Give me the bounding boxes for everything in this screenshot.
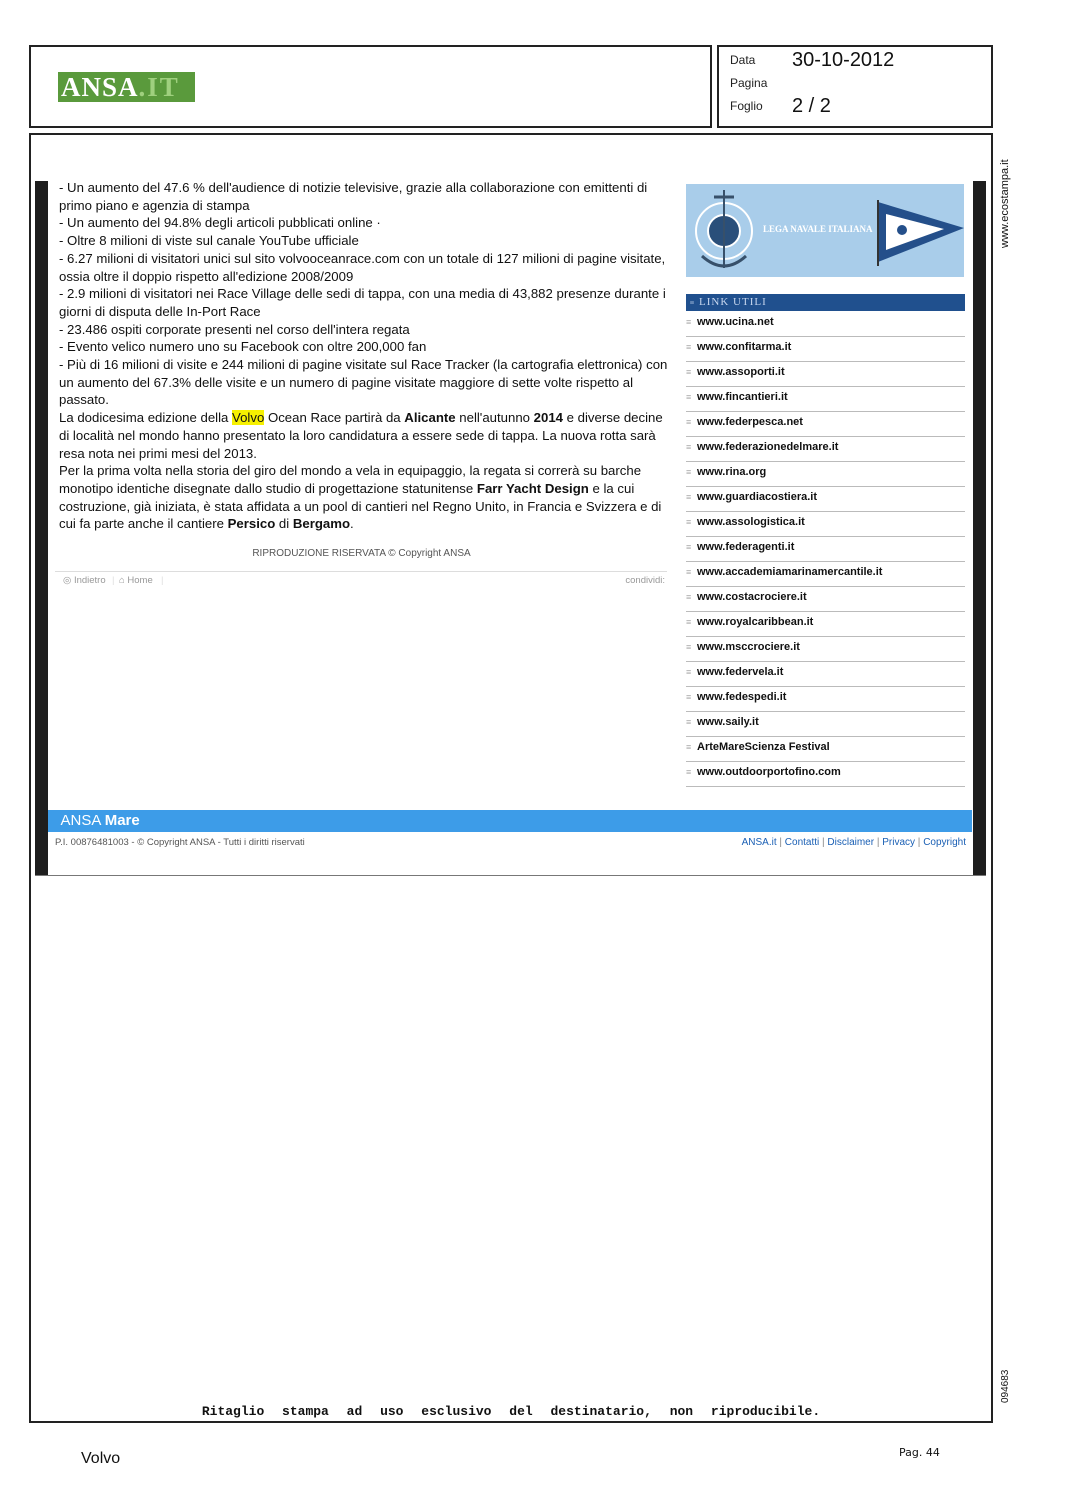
stat-line: - Oltre 8 milioni di viste sul canale YouTube ufficiale bbox=[59, 233, 359, 249]
useful-link[interactable]: ≡ www.rina.org bbox=[686, 463, 965, 487]
useful-link[interactable]: ≡ www.federagenti.it bbox=[686, 538, 965, 562]
ansa-mare-band bbox=[48, 810, 972, 832]
bullet-icon: ≡ bbox=[686, 367, 692, 377]
svg-text:www.ecostampa.it: www.ecostampa.it bbox=[999, 159, 1011, 248]
useful-link[interactable]: ≡ www.assologistica.it bbox=[686, 513, 965, 537]
stat-line: - 6.27 milioni di visitatori unici sul sito volvooceanrace.com con un totale di 127 milioni di pagine visitate, ossia oltre il doppio rispetto all'edizione 2008/2009 bbox=[59, 250, 666, 284]
stat-line: - Più di 16 milioni di visite e 244 milioni di pagine visitate sul Race Tracker (la cartografia elettronica) con un aumento del 67.3% delle visite e un numero di pagine visitate maggiore di sette volte rispetto al passato. bbox=[59, 357, 668, 408]
home-icon: ⌂ bbox=[119, 575, 125, 586]
useful-link[interactable]: ≡ www.guardiacostiera.it bbox=[686, 488, 965, 512]
date-label: Data bbox=[730, 53, 756, 67]
useful-link[interactable]: ≡ www.federvela.it bbox=[686, 663, 965, 687]
back-link[interactable]: ◎ Indietro bbox=[63, 575, 106, 586]
useful-link[interactable]: ≡ www.fincantieri.it bbox=[686, 388, 965, 412]
bullet-icon: ≡ bbox=[686, 767, 692, 777]
bullet-icon: ≡ bbox=[686, 442, 692, 452]
nav-divider: | bbox=[161, 575, 164, 586]
bullet-icon: ≡ bbox=[686, 517, 692, 527]
bullet-icon: ≡ bbox=[686, 467, 692, 477]
useful-link[interactable]: ≡ www.federazionedelmare.it bbox=[686, 438, 965, 462]
left-dark-border bbox=[35, 181, 48, 875]
bullet-icon: ≡ bbox=[686, 692, 692, 702]
highlighted-keyword: Volvo bbox=[232, 410, 265, 426]
copyright-notice: RIPRODUZIONE RISERVATA © Copyright ANSA bbox=[252, 548, 471, 559]
lega-navale-label: LEGA NAVALE ITALIANA bbox=[763, 224, 873, 234]
footer-link-privacy[interactable]: Privacy bbox=[882, 837, 916, 848]
footer-link-contatti[interactable]: Contatti bbox=[784, 837, 820, 848]
useful-link[interactable]: ≡ www.assoporti.it bbox=[686, 363, 965, 387]
useful-link[interactable]: ≡ www.fedespedi.it bbox=[686, 688, 965, 712]
bullet-icon: ≡ bbox=[686, 492, 692, 502]
footer-link-copyright[interactable]: Copyright bbox=[923, 837, 966, 848]
bullet-icon: ≡ bbox=[686, 567, 692, 577]
useful-link[interactable]: ≡ www.saily.it bbox=[686, 713, 965, 737]
useful-link[interactable]: ≡ www.confitarma.it bbox=[686, 338, 965, 362]
list-icon: ≡ bbox=[689, 298, 696, 307]
back-icon: ◎ bbox=[63, 575, 72, 586]
logo-suffix: .IT bbox=[138, 72, 180, 102]
clipping-code-vertical bbox=[990, 1365, 1016, 1405]
home-link[interactable]: ⌂ Home bbox=[119, 575, 153, 586]
useful-link[interactable]: ≡ ArteMareScienza Festival bbox=[686, 738, 965, 762]
band-brand-a: ANSA bbox=[60, 812, 101, 829]
clipping-note: Ritaglio stampa ad uso esclusivo del destinatario, non riproducibile. bbox=[201, 1404, 821, 1419]
useful-link[interactable]: ≡ www.costacrociere.it bbox=[686, 588, 965, 612]
useful-link[interactable]: ≡ www.federpesca.net bbox=[686, 413, 965, 437]
link-utili-header: ≡ LINK UTILI bbox=[686, 294, 965, 311]
article-nav-bar bbox=[55, 571, 667, 589]
date-value: 30-10-2012 bbox=[792, 49, 895, 71]
right-dark-border bbox=[973, 181, 986, 875]
footer-link-disclaimer[interactable]: Disclaimer bbox=[827, 837, 875, 848]
paragraph-farr: Per la prima volta nella storia del giro del mondo a vela in equipaggio, la regata si correrà su barche monotipo identiche disegnate dallo studio di progettazione statunitense Farr Yacht Design e la cui costruzione, già iniziata, è stata affidata a un pool di cantieri nel Regno Unito, in Francia e Svizzera e di cui fa parte anche il cantiere Persico di Bergamo. bbox=[59, 463, 662, 532]
bullet-icon: ≡ bbox=[686, 667, 692, 677]
bullet-icon: ≡ bbox=[686, 392, 692, 402]
bullet-icon: ≡ bbox=[686, 742, 692, 752]
article-body bbox=[59, 179, 669, 533]
sheet-value: 2 / 2 bbox=[792, 95, 831, 117]
useful-link[interactable]: ≡ www.accademiamarinamercantile.it bbox=[686, 563, 965, 587]
paragraph-alicante: La dodicesima edizione della Volvo Ocean Race partirà da Alicante nell'autunno 2014 e diverse decine di località nel mondo hanno presentato la loro candidatura a essere sede di tappa. La nuova rotta sarà resa nota nei primi mesi del 2013. bbox=[59, 410, 663, 461]
bullet-icon: ≡ bbox=[686, 617, 692, 627]
stat-line: - Evento velico numero uno su Facebook con oltre 200,000 fan bbox=[59, 339, 427, 355]
bullet-icon: ≡ bbox=[686, 592, 692, 602]
bullet-icon: ≡ bbox=[686, 717, 692, 727]
site-copyright: P.I. 00876481003 - © Copyright ANSA - Tutti i diritti riservati bbox=[55, 837, 305, 848]
bullet-icon: ≡ bbox=[686, 542, 692, 552]
bullet-icon: ≡ bbox=[686, 317, 692, 327]
band-brand-b: Mare bbox=[104, 812, 140, 829]
bullet-icon: ≡ bbox=[686, 642, 692, 652]
bullet-icon: ≡ bbox=[686, 417, 692, 427]
stat-line: - Un aumento del 47.6 % dell'audience di notizie televisive, grazie alla collaborazione con emittenti di primo piano e agenzia di stampa bbox=[59, 180, 648, 213]
stat-line: - 2.9 milioni di visitatori nei Race Village delle sedi di tappa, con una media di 43,882 presenze durante i giorni di disputa delle In-Port Race bbox=[59, 286, 666, 319]
stat-line: - 23.486 ospiti corporate presenti nel corso dell'intera regata bbox=[59, 321, 410, 337]
stat-line: - Un aumento del 94.8% degli articoli pubblicati online · bbox=[59, 215, 381, 231]
logo-main: ANSA bbox=[61, 72, 139, 102]
footer-link-ansa[interactable]: ANSA.it bbox=[741, 837, 777, 848]
sheet-label: Foglio bbox=[730, 99, 763, 113]
page-number: Pag. 44 bbox=[899, 1446, 940, 1459]
page-label: Pagina bbox=[730, 76, 768, 90]
nav-divider: | bbox=[112, 575, 115, 586]
bullet-icon: ≡ bbox=[686, 342, 692, 352]
useful-link[interactable]: ≡ www.msccrociere.it bbox=[686, 638, 965, 662]
keyword-label: Volvo bbox=[81, 1450, 121, 1467]
useful-link[interactable]: ≡ www.royalcaribbean.it bbox=[686, 613, 965, 637]
ansa-logo bbox=[58, 72, 195, 102]
svg-text:094683: 094683 bbox=[1000, 1369, 1011, 1403]
useful-link[interactable]: ≡ www.outdoorportofino.com bbox=[686, 763, 965, 787]
ecostampa-vertical-label bbox=[990, 150, 1016, 250]
useful-link[interactable]: ≡ www.ucina.net bbox=[686, 313, 965, 337]
lega-navale-banner[interactable] bbox=[686, 184, 964, 277]
share-label[interactable]: condividi: bbox=[625, 575, 665, 586]
footer-links: ANSA.it | Contatti | Disclaimer | Privacy | Copyright bbox=[741, 837, 966, 848]
